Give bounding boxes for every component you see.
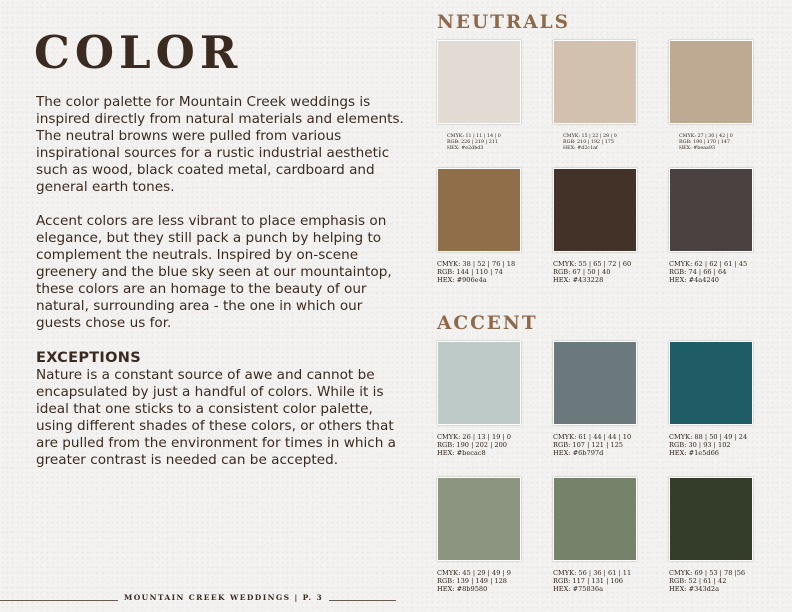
neutrals-heading: NEUTRALS (437, 12, 571, 33)
hex-value: HEX: #4a4240 (669, 276, 720, 284)
rgb-value: RGB: 117 | 131 | 106 (553, 577, 623, 585)
color-specs (447, 134, 537, 152)
hex-value: HEX: #8b9580 (437, 585, 488, 593)
color-specs (669, 569, 769, 593)
rgb-value: RGB: 139 | 149 | 128 (437, 577, 507, 585)
rgb-value: RGB: 210 | 192 | 175 (563, 140, 614, 145)
hex-value: HEX: #75836a (553, 585, 604, 593)
neutral-swatch-card (437, 168, 537, 284)
color-swatch (437, 168, 521, 252)
color-specs (679, 134, 769, 152)
color-specs (563, 134, 653, 152)
cmyk-value: CMYK: 11 | 11 | 14 | 0 (447, 134, 501, 139)
cmyk-value: CMYK: 45 | 29 | 49 | 9 (437, 569, 511, 577)
color-swatch (669, 477, 753, 561)
color-specs (669, 433, 769, 457)
color-specs (669, 260, 769, 284)
cmyk-value: CMYK: 27 | 30 | 42 | 0 (679, 134, 733, 139)
accent-swatch-card (437, 477, 537, 593)
color-specs (553, 569, 653, 593)
description-column (36, 94, 408, 486)
hex-value: HEX: #433228 (553, 276, 604, 284)
color-swatch (553, 40, 637, 124)
rgb-value: RGB: 190 | 170 | 147 (679, 140, 730, 145)
rgb-value: RGB: 30 | 93 | 102 (669, 441, 731, 449)
color-swatch (553, 341, 637, 425)
hex-value: HEX: #343d2a (669, 585, 720, 593)
cmyk-value: CMYK: 55 | 65 | 72 | 60 (553, 260, 632, 268)
cmyk-value: CMYK: 38 | 52 | 76 | 18 (437, 260, 516, 268)
cmyk-value: CMYK: 69 | 53 | 78 |56 (669, 569, 746, 577)
rgb-value: RGB: 190 | 202 | 200 (437, 441, 507, 449)
rgb-value: RGB: 74 | 66 | 64 (669, 268, 727, 276)
rgb-value: RGB: 226 | 219 | 211 (447, 140, 498, 145)
accent-swatch-card (553, 341, 653, 457)
exceptions-paragraph: Nature is a constant source of awe and cannot be encapsulated by just a handful of colors. While it is ideal that one sticks to a consistent color palette, using different shades of these colors, or others that are pulled from the environment for times in which a greater contrast is needed can be accepted. (36, 367, 396, 468)
cmyk-value: CMYK: 88 | 50 | 49 | 24 (669, 433, 748, 441)
cmyk-value: CMYK: 56 | 36 | 61 | 11 (553, 569, 632, 577)
color-swatch (669, 168, 753, 252)
exceptions-heading: EXCEPTIONS (36, 350, 141, 366)
color-swatch (553, 168, 637, 252)
intro-paragraph: The color palette for Mountain Creek weddings is inspired directly from natural materials and elements. The neutral browns were pulled from various inspirational sources for a rustic industrial aesthetic such as wood, black coated metal, cardboard and general earth tones. (36, 94, 404, 195)
hex-value: HEX: #906e4a (437, 276, 487, 284)
hex-value: HEX: #d2c1af (563, 146, 598, 151)
accent-swatch-card (553, 477, 653, 593)
accent-paragraph: Accent colors are less vibrant to place emphasis on elegance, but they still pack a punch by helping to complement the neutrals. Inspired by on-scene greenery and the blue sky seen at our mountaintop, these colors are an homage to the beauty of our natural, surrounding area - the one in which our guests chose us for. (36, 213, 392, 331)
neutral-swatch-card (669, 40, 769, 152)
color-specs (437, 433, 537, 457)
page-footer: MOUNTAIN CREEK WEDDINGS | P. 3 (118, 593, 329, 602)
color-specs (437, 569, 537, 593)
accent-swatch-card (669, 477, 769, 593)
rgb-value: RGB: 67 | 50 | 40 (553, 268, 611, 276)
rgb-value: RGB: 107 | 121 | 125 (553, 441, 623, 449)
color-swatch (553, 477, 637, 561)
hex-value: HEX: #e2dbd3 (447, 146, 484, 151)
color-specs (437, 260, 537, 284)
neutral-swatch-card (553, 168, 653, 284)
color-swatch (437, 40, 521, 124)
cmyk-value: CMYK: 15 | 22 | 28 | 0 (563, 134, 617, 139)
color-swatch (669, 40, 753, 124)
neutral-swatch-card (437, 40, 537, 152)
accent-heading: ACCENT (437, 313, 538, 334)
rgb-value: RGB: 52 | 61 | 42 (669, 577, 727, 585)
hex-value: HEX: #6b797d (553, 449, 604, 457)
neutral-swatch-card (553, 40, 653, 152)
color-swatch (669, 341, 753, 425)
cmyk-value: CMYK: 26 | 13 | 19 | 0 (437, 433, 511, 441)
hex-value: HEX: #beaa93 (679, 146, 715, 151)
accent-swatch-card (437, 341, 537, 457)
neutral-swatch-card (669, 168, 769, 284)
rgb-value: RGB: 144 | 110 | 74 (437, 268, 503, 276)
hex-value: HEX: #1e5d66 (669, 449, 720, 457)
color-specs (553, 433, 653, 457)
accent-swatch-card (669, 341, 769, 457)
color-specs (553, 260, 653, 284)
cmyk-value: CMYK: 62 | 62 | 61 | 45 (669, 260, 748, 268)
hex-value: HEX: #becac8 (437, 449, 486, 457)
color-swatch (437, 477, 521, 561)
cmyk-value: CMYK: 61 | 44 | 44 | 10 (553, 433, 632, 441)
page-title: COLOR (34, 26, 243, 79)
color-swatch (437, 341, 521, 425)
